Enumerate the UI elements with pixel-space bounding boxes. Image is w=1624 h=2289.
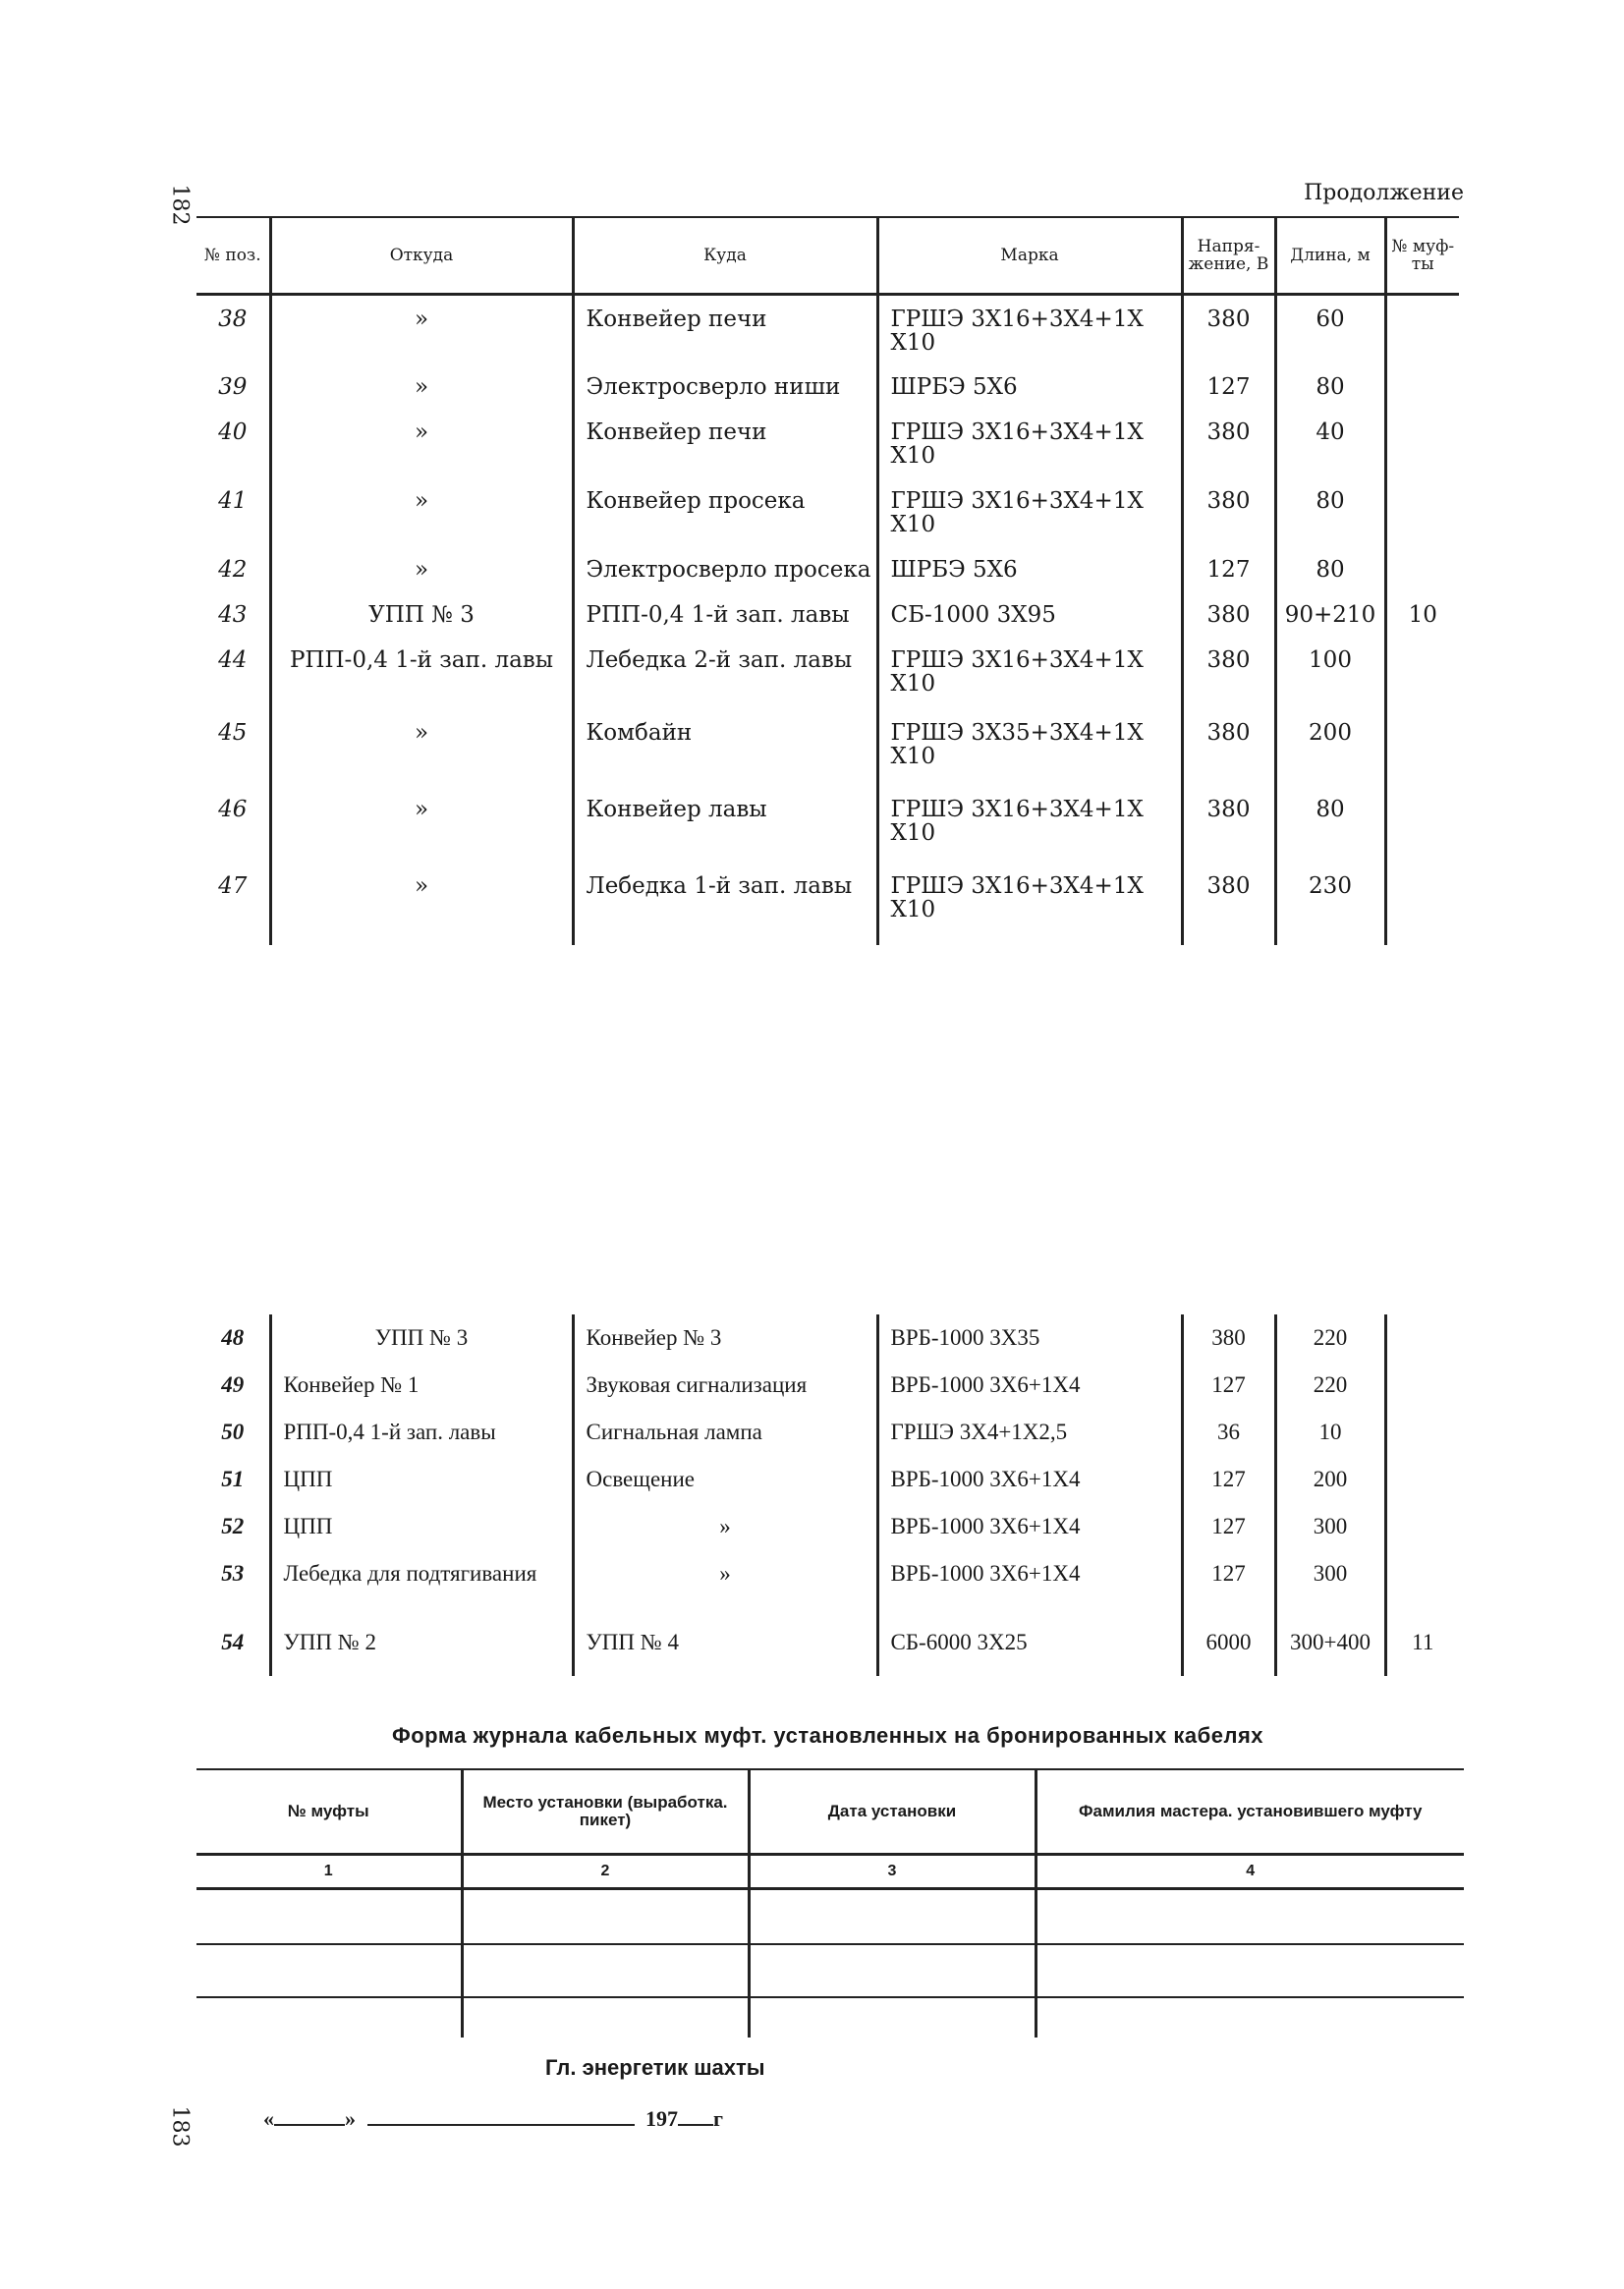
continuation-label: Продолжение [1304, 181, 1464, 205]
header-coupling: № муф-ты [1385, 217, 1459, 295]
cell-voltage: 380 [1182, 709, 1275, 786]
close-quote: » [345, 2106, 356, 2131]
cell-from: » [270, 709, 573, 786]
cell-coupling [1385, 709, 1459, 786]
cell-to: » [573, 1550, 877, 1619]
cell-from: » [270, 477, 573, 546]
cell-coupling [1385, 546, 1459, 591]
cell-voltage: 127 [1182, 1456, 1275, 1503]
cell-voltage: 380 [1182, 637, 1275, 709]
cell-voltage: 380 [1182, 409, 1275, 477]
form-blank-cell [749, 1997, 1036, 2038]
form-header-date: Дата установки [749, 1769, 1036, 1855]
cell-length: 300+400 [1275, 1619, 1385, 1676]
month-blank [367, 2104, 635, 2126]
cell-brand: ГРШЭ 3Х16+3Х4+1Х Х10 [877, 637, 1182, 709]
table-row [196, 786, 1459, 863]
cell-from: УПП № 2 [270, 1619, 573, 1676]
cell-brand: СБ-1000 3Х95 [877, 591, 1182, 637]
cell-coupling: 11 [1385, 1619, 1459, 1676]
open-quote: « [263, 2106, 274, 2131]
cell-from: ЦПП [270, 1503, 573, 1550]
cell-pos: 48 [221, 1325, 245, 1350]
cell-to: Освещение [573, 1456, 877, 1503]
cell-brand: ГРШЭ 3Х4+1Х2,5 [877, 1409, 1182, 1456]
cell-pos: 43 [218, 601, 248, 628]
cell-from: Конвейер № 1 [270, 1362, 573, 1409]
cable-table-lower [196, 1314, 1459, 1676]
cell-brand: ВРБ-1000 3Х6+1Х4 [877, 1550, 1182, 1619]
cell-length: 230 [1275, 863, 1385, 945]
form-blank-row [196, 1889, 1464, 1945]
table-row [196, 1550, 1459, 1619]
cell-to: Конвейер лавы [573, 786, 877, 863]
form-blank-cell [196, 1944, 462, 1997]
cell-coupling [1385, 637, 1459, 709]
cell-voltage: 127 [1182, 546, 1275, 591]
cell-pos: 54 [221, 1630, 245, 1654]
header-length: Длина, м [1275, 217, 1385, 295]
form-blank-cell [462, 1889, 749, 1945]
table-row [196, 1503, 1459, 1550]
cell-length: 200 [1275, 1456, 1385, 1503]
cell-length: 80 [1275, 363, 1385, 409]
cell-pos: 40 [218, 419, 248, 445]
cell-pos: 53 [221, 1561, 245, 1586]
form-blank-cell [196, 1889, 462, 1945]
cell-brand: ВРБ-1000 3Х35 [877, 1314, 1182, 1362]
form-blank-row [196, 1997, 1464, 2038]
cell-voltage: 36 [1182, 1409, 1275, 1456]
day-blank [274, 2104, 345, 2126]
cell-brand: ГРШЭ 3Х35+3Х4+1Х Х10 [877, 709, 1182, 786]
cell-from: » [270, 295, 573, 363]
cell-from: РПП-0,4 1-й зап. лавы [270, 1409, 573, 1456]
cell-coupling [1385, 1362, 1459, 1409]
table-row [196, 1456, 1459, 1503]
cell-coupling: 10 [1385, 591, 1459, 637]
cell-voltage: 127 [1182, 1550, 1275, 1619]
cell-to: Электросверло просека [573, 546, 877, 591]
cell-from: » [270, 363, 573, 409]
cell-from: УПП № 3 [270, 591, 573, 637]
cell-to: Сигнальная лампа [573, 1409, 877, 1456]
cell-pos: 44 [218, 646, 248, 673]
form-blank-row [196, 1944, 1464, 1997]
form-index: 4 [1036, 1855, 1464, 1889]
signature-title: Гл. энергетик шахты [545, 2055, 765, 2080]
cell-length: 300 [1275, 1550, 1385, 1619]
page-number-top: 182 [167, 184, 193, 226]
cell-voltage: 127 [1182, 363, 1275, 409]
cell-coupling [1385, 477, 1459, 546]
cell-to: УПП № 4 [573, 1619, 877, 1676]
table-row [196, 546, 1459, 591]
form-header-coupling-no: № муфты [196, 1769, 462, 1855]
form-blank-cell [462, 1997, 749, 2038]
coupling-journal-title: Форма журнала кабельных муфт. установленных на бронированных кабелях [391, 1723, 1264, 1748]
form-blank-cell [1036, 1889, 1464, 1945]
cell-coupling [1385, 1409, 1459, 1456]
cell-brand: СБ-6000 3Х25 [877, 1619, 1182, 1676]
table-row [196, 295, 1459, 363]
cell-brand: ВРБ-1000 3Х6+1Х4 [877, 1503, 1182, 1550]
header-to: Куда [573, 217, 877, 295]
table-header-row [196, 217, 1459, 295]
cell-pos: 39 [218, 373, 248, 400]
cell-voltage: 127 [1182, 1503, 1275, 1550]
cell-from: » [270, 863, 573, 945]
table-row [196, 1409, 1459, 1456]
cell-length: 80 [1275, 546, 1385, 591]
cell-length: 220 [1275, 1362, 1385, 1409]
cell-brand: ВРБ-1000 3Х6+1Х4 [877, 1362, 1182, 1409]
form-header-row [196, 1769, 1464, 1855]
header-voltage: Напря-жение, В [1182, 217, 1275, 295]
cell-brand: ВРБ-1000 3Х6+1Х4 [877, 1456, 1182, 1503]
cell-coupling [1385, 295, 1459, 363]
cell-pos: 45 [218, 719, 248, 746]
cell-length: 220 [1275, 1314, 1385, 1362]
cell-brand: ГРШЭ 3Х16+3Х4+1Х Х10 [877, 786, 1182, 863]
cell-to: Звуковая сигнализация [573, 1362, 877, 1409]
cell-pos: 50 [221, 1420, 245, 1444]
cell-coupling [1385, 409, 1459, 477]
cell-from: ЦПП [270, 1456, 573, 1503]
cell-to: Электросверло ниши [573, 363, 877, 409]
signature-date-line [263, 2104, 723, 2132]
form-index-row [196, 1855, 1464, 1889]
cell-voltage: 380 [1182, 1314, 1275, 1362]
cell-coupling [1385, 363, 1459, 409]
table-row [196, 477, 1459, 546]
form-index: 1 [196, 1855, 462, 1889]
cell-brand: ГРШЭ 3Х16+3Х4+1Х Х10 [877, 863, 1182, 945]
cell-voltage: 380 [1182, 477, 1275, 546]
form-blank-cell [1036, 1997, 1464, 2038]
cell-voltage: 380 [1182, 591, 1275, 637]
cell-length: 90+210 [1275, 591, 1385, 637]
cell-from: Лебедка для подтягивания [270, 1550, 573, 1619]
cell-coupling [1385, 863, 1459, 945]
cell-from: » [270, 546, 573, 591]
cell-from: » [270, 409, 573, 477]
cell-pos: 38 [218, 307, 248, 332]
form-header-master: Фамилия мастера. установившего муфту [1036, 1769, 1464, 1855]
cell-pos: 51 [221, 1467, 245, 1491]
form-blank-cell [1036, 1944, 1464, 1997]
cell-pos: 41 [218, 487, 248, 514]
table-row [196, 409, 1459, 477]
cell-voltage: 380 [1182, 295, 1275, 363]
cell-voltage: 127 [1182, 1362, 1275, 1409]
cell-from: » [270, 786, 573, 863]
form-index: 2 [462, 1855, 749, 1889]
cell-length: 100 [1275, 637, 1385, 709]
table-row [196, 1362, 1459, 1409]
cell-coupling [1385, 786, 1459, 863]
cell-length: 60 [1275, 295, 1385, 363]
header-from: Откуда [270, 217, 573, 295]
cell-brand: ШРБЭ 5Х6 [877, 546, 1182, 591]
cell-to: Конвейер печи [573, 295, 877, 363]
cell-coupling [1385, 1314, 1459, 1362]
cell-to: Конвейер просека [573, 477, 877, 546]
cell-length: 40 [1275, 409, 1385, 477]
cell-length: 10 [1275, 1409, 1385, 1456]
cell-pos: 52 [221, 1514, 245, 1538]
form-blank-cell [196, 1997, 462, 2038]
table-row [196, 1314, 1459, 1362]
cable-table-continued [196, 216, 1459, 945]
cell-coupling [1385, 1503, 1459, 1550]
cell-brand: ГРШЭ 3Х16+3Х4+1Х Х10 [877, 409, 1182, 477]
cell-coupling [1385, 1550, 1459, 1619]
cell-voltage: 6000 [1182, 1619, 1275, 1676]
cell-brand: ГРШЭ 3Х16+3Х4+1Х Х10 [877, 295, 1182, 363]
cell-to: Конвейер № 3 [573, 1314, 877, 1362]
cell-from: УПП № 3 [270, 1314, 573, 1362]
cell-pos: 49 [221, 1372, 245, 1397]
year-blank [678, 2104, 713, 2126]
coupling-journal-form [196, 1768, 1464, 2038]
cell-length: 200 [1275, 709, 1385, 786]
cell-to: Комбайн [573, 709, 877, 786]
cell-pos: 46 [218, 796, 248, 822]
form-blank-cell [462, 1944, 749, 1997]
table-row [196, 591, 1459, 637]
form-blank-cell [749, 1889, 1036, 1945]
cell-length: 80 [1275, 477, 1385, 546]
cell-length: 300 [1275, 1503, 1385, 1550]
year-suffix: г [713, 2106, 723, 2131]
cell-from: РПП-0,4 1-й зап. лавы [270, 637, 573, 709]
table-row [196, 863, 1459, 945]
cell-coupling [1385, 1456, 1459, 1503]
cell-pos: 47 [218, 872, 248, 899]
header-pos: № поз. [196, 217, 270, 295]
cell-to: Лебедка 2-й зап. лавы [573, 637, 877, 709]
year-prefix: 197 [645, 2106, 678, 2131]
form-header-location: Место установки (выработка. пикет) [462, 1769, 749, 1855]
header-brand: Марка [877, 217, 1182, 295]
cell-pos: 42 [218, 556, 248, 583]
table-row [196, 1619, 1459, 1676]
cell-voltage: 380 [1182, 863, 1275, 945]
cell-to: » [573, 1503, 877, 1550]
cell-voltage: 380 [1182, 786, 1275, 863]
form-blank-cell [749, 1944, 1036, 1997]
table-row [196, 637, 1459, 709]
cell-brand: ГРШЭ 3Х16+3Х4+1Х Х10 [877, 477, 1182, 546]
form-index: 3 [749, 1855, 1036, 1889]
cell-to: Конвейер печи [573, 409, 877, 477]
cell-to: РПП-0,4 1-й зап. лавы [573, 591, 877, 637]
page-number-bottom: 183 [167, 2105, 193, 2148]
cell-length: 80 [1275, 786, 1385, 863]
table-row [196, 363, 1459, 409]
table-row [196, 709, 1459, 786]
cell-brand: ШРБЭ 5Х6 [877, 363, 1182, 409]
cell-to: Лебедка 1-й зап. лавы [573, 863, 877, 945]
